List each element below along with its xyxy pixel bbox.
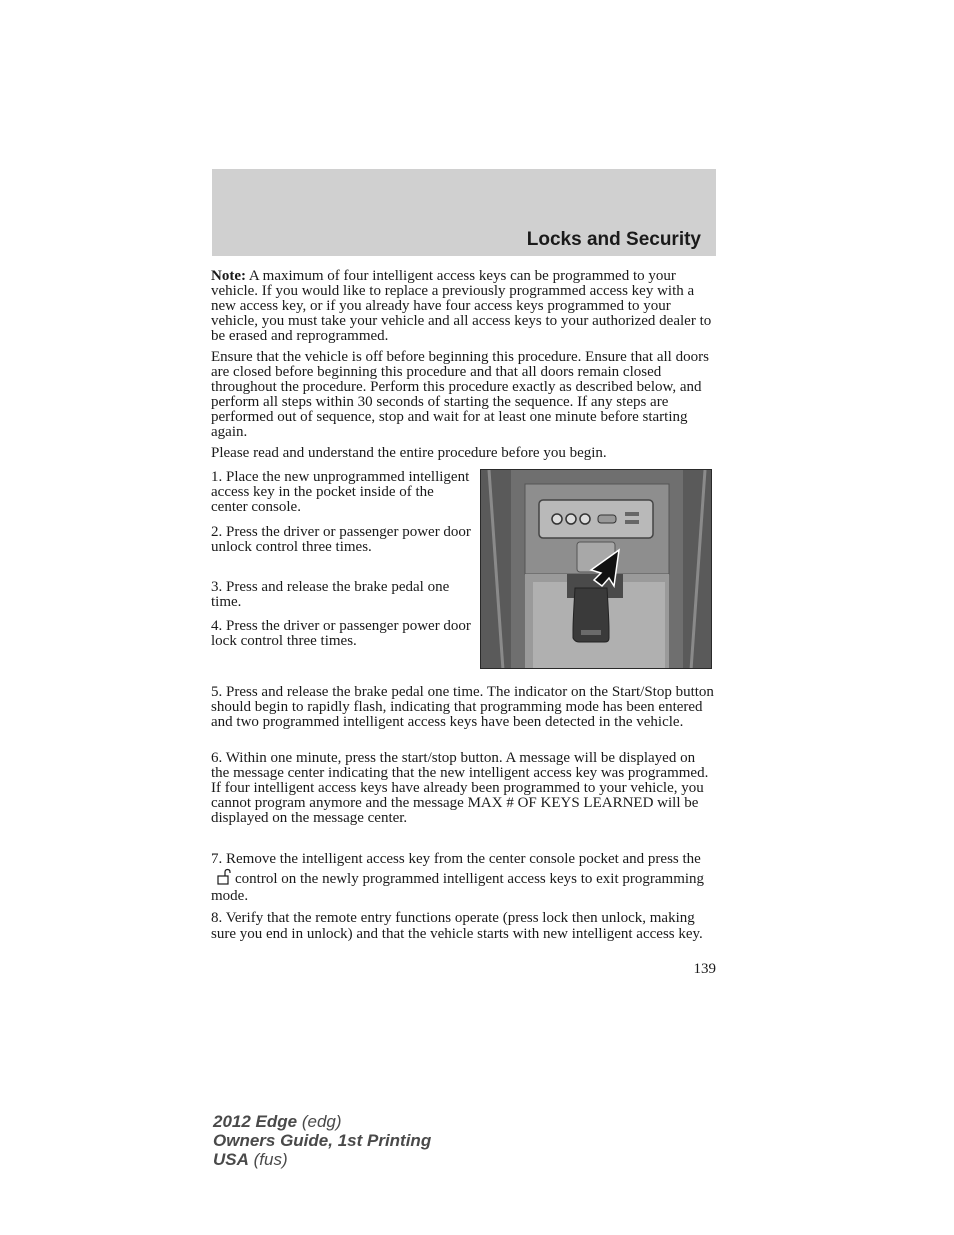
step-8: 8. Verify that the remote entry functions operate (press lock then unlock, making sure you end in unlock) and that the vehicle starts with new intelligent access key. xyxy=(211,910,703,942)
footer-model-code: (edg) xyxy=(297,1112,342,1131)
footer-model: 2012 Edge xyxy=(213,1112,298,1131)
read-paragraph: Please read and understand the entire procedure before you begin. xyxy=(211,445,607,461)
section-title: Locks and Security xyxy=(526,229,701,250)
footer-printing: Owners Guide, 1st Printing xyxy=(213,1131,432,1150)
note-text: A maximum of four intelligent access keys can be programmed to your vehicle. If you would like to replace a previously programmed access key with a new access key, or if you already have four access keys programmed to your vehicle, you must take your vehicle and all access keys to your authorized dealer to be erased and reprogrammed. xyxy=(211,268,712,344)
step-3: 3. Press and release the brake pedal one time. xyxy=(211,579,450,610)
step-7-text-after: control on the newly programmed intelligent access keys to exit programming mode. xyxy=(211,871,705,904)
center-console-illustration xyxy=(480,469,712,669)
footer-line-3 xyxy=(213,1150,431,1169)
center-console-key-pocket-illustration xyxy=(481,470,712,669)
step-6: 6. Within one minute, press the start/stop button. A message will be displayed on the message center indicating that the new intelligent access key was programmed. If four intelligent access keys have already been programmed to your vehicle, you cannot program anymore and the message MAX # OF KEYS LEARNED will be displayed on the message center. xyxy=(211,750,709,826)
unlock-icon xyxy=(214,868,232,886)
footer xyxy=(213,1112,431,1169)
footer-line-2 xyxy=(213,1131,431,1150)
step-4: 4. Press the driver or passenger power door lock control three times. xyxy=(211,618,471,649)
page-number: 139 xyxy=(693,961,716,977)
step-7-text-before: 7. Remove the intelligent access key from the center console pocket and press the xyxy=(211,851,701,867)
footer-market: USA xyxy=(213,1150,249,1169)
step-2: 2. Press the driver or passenger power door unlock control three times. xyxy=(211,524,471,555)
step-7 xyxy=(211,851,717,905)
note-paragraph xyxy=(211,269,717,344)
note-label: Note: xyxy=(211,268,246,284)
step-5: 5. Press and release the brake pedal one time. The indicator on the Start/Stop button should begin to rapidly flash, indicating that programming mode has been entered and two programmed intelligent access keys have been detected in the vehicle. xyxy=(211,684,714,730)
step-1: 1. Place the new unprogrammed intelligent access key in the pocket inside of the center console. xyxy=(211,469,470,515)
ensure-paragraph: Ensure that the vehicle is off before beginning this procedure. Ensure that all doors are closed before beginning this procedure and that all doors remain closed throughout the procedure. Perform this procedure exactly as described below, and perform all steps within 30 seconds of starting the sequence. If any steps are performed out of sequence, stop and wait for at least one minute before starting again. xyxy=(211,349,709,440)
footer-line-1 xyxy=(213,1112,431,1131)
footer-market-code: (fus) xyxy=(248,1150,288,1169)
section-header-band xyxy=(212,169,716,256)
